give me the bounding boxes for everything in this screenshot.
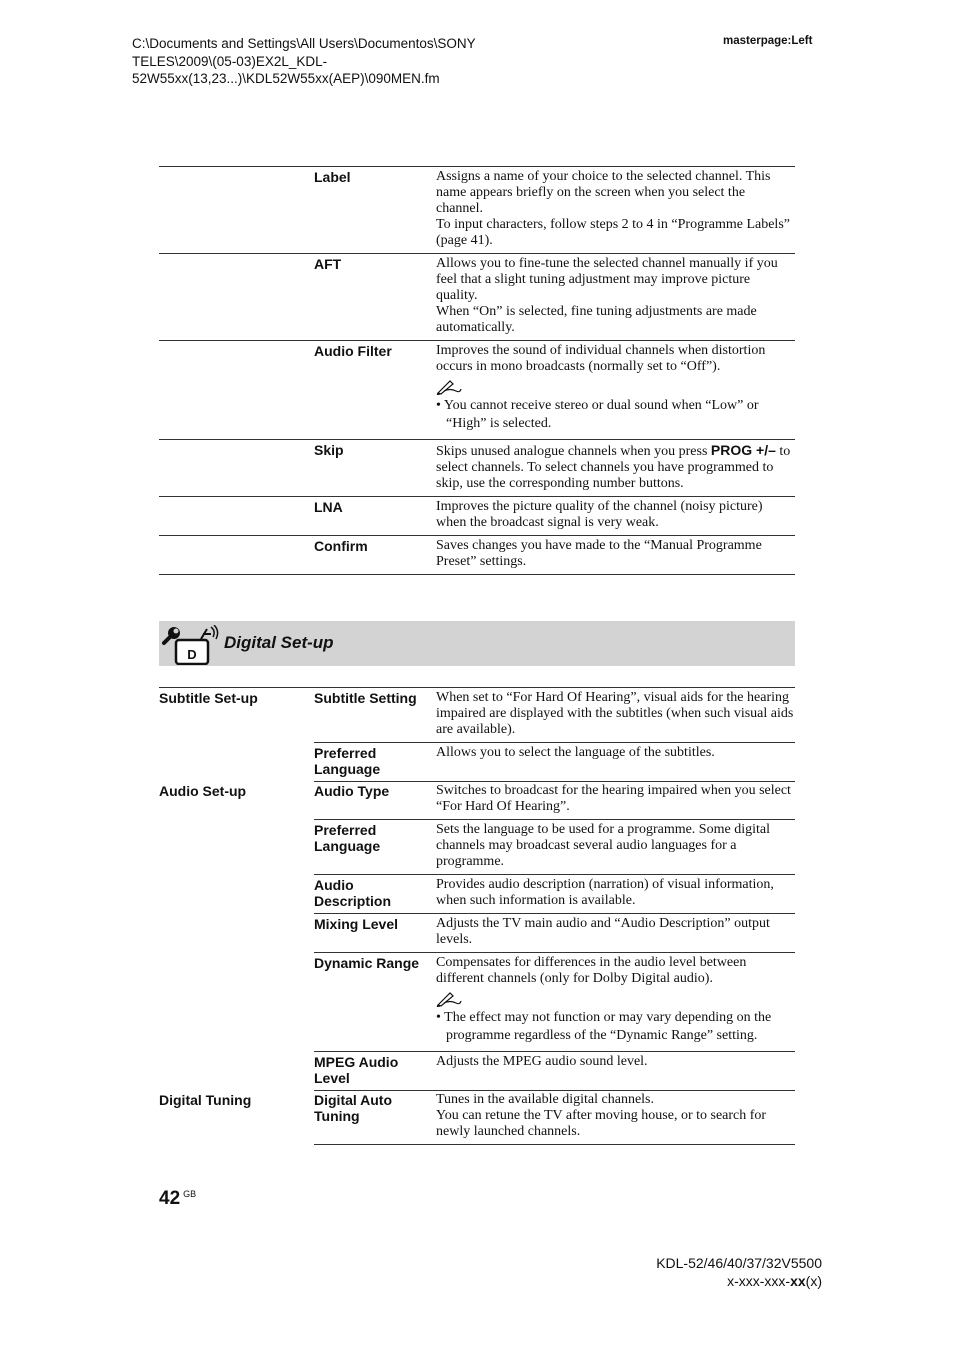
table-row — [314, 874, 795, 913]
item-label-line: Language — [314, 838, 381, 854]
item-label-line: Preferred — [314, 745, 377, 761]
desc-line: When “On” is selected, fine tuning adjustments are made automatically. — [436, 304, 757, 335]
item-description: Switches to broadcast for the hearing impaired when you select “For Hard Of Hearing”. — [436, 783, 791, 814]
table-row — [159, 687, 795, 742]
note-text: • The effect may not function or may vary depending on the programme regardless of the “Dynamic Range” setting. — [436, 1010, 772, 1043]
digital-setup-table — [159, 687, 795, 1145]
table-row — [159, 439, 795, 496]
item-label: LNA — [314, 499, 343, 515]
item-description: Adjusts the TV main audio and “Audio Description” output levels. — [436, 916, 770, 947]
item-label-line: Language — [314, 761, 381, 777]
item-label: Confirm — [314, 538, 368, 554]
item-label-line: Digital Auto — [314, 1092, 393, 1108]
item-description — [436, 1090, 795, 1144]
item-label: Audio Type — [314, 783, 390, 799]
item-label: Skip — [314, 442, 344, 458]
item-description — [436, 536, 795, 574]
model-number: KDL-52/46/40/37/32V5500 — [656, 1255, 822, 1271]
item-label-line: Level — [314, 1070, 350, 1086]
item-description — [436, 497, 795, 535]
note-pencil-icon — [436, 991, 462, 1007]
table-row — [314, 819, 795, 874]
item-description — [436, 440, 795, 496]
desc-line: Improves the sound of individual channels when distortion occurs in mono broadcasts (normally set to “Off”). — [436, 343, 766, 374]
path-line: C:\Documents and Settings\All Users\Documentos\SONY — [132, 36, 476, 51]
model-footer — [656, 1255, 822, 1290]
item-label: Dynamic Range — [314, 955, 420, 971]
item-description — [436, 167, 795, 253]
item-label — [314, 820, 432, 854]
section-title: Digital Set-up — [224, 633, 334, 652]
item-label-line: Tuning — [314, 1108, 360, 1124]
item-label: AFT — [314, 256, 342, 272]
item-label-line: MPEG Audio — [314, 1054, 399, 1070]
file-path-header — [132, 35, 552, 88]
item-description — [436, 254, 795, 340]
table-bottom-rule — [159, 574, 795, 575]
desc-line: Improves the picture quality of the channel (noisy picture) when the broadcast signal is very weak. — [436, 499, 763, 530]
table-row — [314, 913, 795, 952]
desc-text: Skips unused analogue channels when you press — [436, 444, 711, 459]
desc-line: To input characters, follow steps 2 to 4 in “Programme Labels” (page 41). — [436, 217, 790, 248]
group-label: Subtitle Set-up — [159, 690, 258, 706]
manual-preset-table — [159, 166, 795, 575]
item-label — [314, 1052, 432, 1086]
item-label: Subtitle Setting — [314, 690, 417, 706]
item-description: Sets the language to be used for a programme. Some digital channels may broadcast several audio languages for a programme. — [436, 822, 770, 869]
table-row — [314, 952, 795, 1051]
desc-line — [436, 442, 795, 492]
desc-line: Tunes in the available digital channels. — [436, 1092, 654, 1107]
page-number-value: 42 — [159, 1188, 181, 1209]
digital-setup-icon — [161, 625, 219, 665]
table-row — [314, 742, 795, 781]
part-code-text: x-xxx-xxx- — [727, 1272, 791, 1289]
desc-text: to select channels. To select channels you have programmed to skip, use the corresponding number buttons. — [436, 444, 791, 491]
desc-line: Compensates for differences in the audio level between different channels (only for Dolby Digital audio). — [436, 955, 747, 986]
page-number — [159, 1188, 196, 1210]
item-label-line: Description — [314, 893, 392, 909]
desc-line: You can retune the TV after moving house, or to search for newly launched channels. — [436, 1108, 767, 1139]
table-row — [159, 781, 795, 819]
item-description: Provides audio description (narration) of visual information, when such information is available. — [436, 877, 774, 908]
section-header — [159, 621, 795, 666]
item-label-line: Audio — [314, 877, 354, 893]
item-label — [314, 743, 432, 777]
page-region-suffix: GB — [183, 1189, 197, 1199]
table-row — [159, 253, 795, 340]
item-description: When set to “For Hard Of Hearing”, visual aids for the hearing impaired are displayed with the subtitles (when such visual aids are available). — [436, 690, 794, 737]
table-row — [159, 166, 795, 253]
group-label: Digital Tuning — [159, 1092, 252, 1108]
item-description: Allows you to select the language of the subtitles. — [436, 745, 715, 760]
path-line: TELES\2009\(05-03)EX2L_KDL- — [132, 53, 328, 69]
part-code — [656, 1273, 822, 1291]
item-description — [436, 341, 795, 437]
table-row — [159, 340, 795, 439]
desc-line: Assigns a name of your choice to the selected channel. This name appears briefly on the screen when you select the channel. — [436, 169, 771, 216]
prog-button-name: PROG +/– — [710, 442, 776, 458]
table-bottom-rule — [314, 1144, 795, 1145]
part-code-text: (x) — [805, 1272, 822, 1289]
table-row — [159, 1090, 795, 1144]
item-label — [314, 1090, 432, 1124]
item-label: Label — [314, 169, 351, 185]
item-label: Mixing Level — [314, 916, 399, 932]
note-pencil-icon — [436, 379, 462, 395]
desc-line: Saves changes you have made to the “Manual Programme Preset” settings. — [436, 538, 762, 569]
item-label: Audio Filter — [314, 343, 392, 359]
item-label — [314, 875, 432, 909]
item-description: Adjusts the MPEG audio sound level. — [436, 1054, 648, 1069]
desc-line: Allows you to fine-tune the selected channel manually if you feel that a slight tuning adjustment may improve picture quality. — [436, 256, 778, 303]
note-text: • You cannot receive stereo or dual sound when “Low” or “High” is selected. — [436, 398, 759, 431]
table-row — [314, 1051, 795, 1090]
table-row — [159, 535, 795, 574]
path-line: 52W55xx(13,23...)\KDL52W55xx(AEP)\090MEN.fm — [132, 71, 440, 86]
table-row — [159, 496, 795, 535]
part-code-bold: xx — [790, 1272, 806, 1289]
icon-letter: D — [187, 647, 197, 662]
item-description — [436, 953, 795, 1049]
group-label: Audio Set-up — [159, 783, 247, 799]
masterpage-label: masterpage:Left — [723, 35, 813, 47]
item-label-line: Preferred — [314, 822, 377, 838]
